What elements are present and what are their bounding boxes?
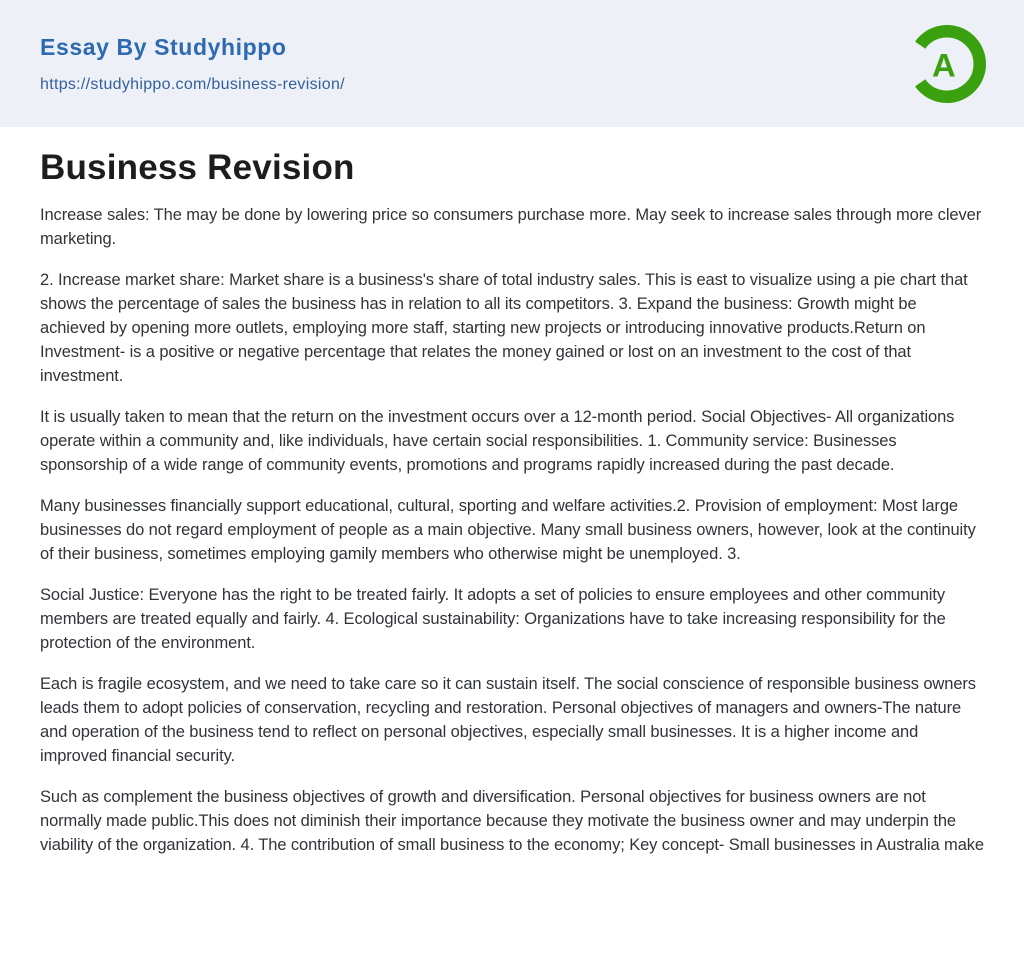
essay-paragraph: Such as complement the business objectives of growth and diversification. Personal objectives for business owners are not normally made public.This does not diminish their importance because they motivate the business owner and may underpin the viability of the organization. 4. The contribution of small business to the economy; Key concept- Small businesses in Australia make: [40, 788, 984, 854]
essay-body: [40, 203, 985, 857]
essay-paragraph: Social Justice: Everyone has the right to be treated fairly. It adopts a set of policies to ensure employees and other community members are treated equally and fairly. 4. Ecological sustainability: Organizations have to take increasing responsibility for the protection of the environment.: [40, 586, 946, 652]
page-header: [0, 0, 1024, 127]
page-title: Business Revision: [40, 148, 355, 187]
studyhippo-logo-icon: [908, 25, 986, 103]
essay-paragraph: Each is fragile ecosystem, and we need to take care so it can sustain itself. The social conscience of responsible business owners leads them to adopt policies of conservation, recycling and restoration. Personal objectives of managers and owners-The nature and operation of the business tend to reflect on personal objectives, especially small businesses. It is a higher income and improved financial security.: [40, 675, 976, 765]
site-label: Essay By Studyhippo: [40, 33, 287, 60]
essay-paragraph: 2. Increase market share: Market share is a business's share of total industry sales. This is east to visualize using a pie chart that shows the percentage of sales the business has in relation to all its competitors. 3. Expand the business: Growth might be achieved by opening more outlets, employing more staff, starting new projects or introducing innovative products.Return on Investment- is a positive or negative percentage that relates the money gained or lost on an investment to the cost of that investment.: [40, 271, 968, 385]
logo-letter: A: [932, 45, 956, 83]
essay-url-link[interactable]: https://studyhippo.com/business-revision/: [40, 75, 345, 93]
header-text-block: [40, 34, 345, 94]
essay-paragraph: Many businesses financially support educational, cultural, sporting and welfare activities.2. Provision of employment: Most large businesses do not regard employment of people as a main objective. Many small business owners, however, look at the continuity of their business, sometimes employing gamily members who otherwise might be unemployed. 3.: [40, 497, 976, 563]
essay-content: [0, 127, 1024, 857]
essay-paragraph: It is usually taken to mean that the return on the investment occurs over a 12-month period. Social Objectives- All organizations operate within a community and, like individuals, have certain social responsibilities. 1. Community service: Businesses sponsorship of a wide range of community events, promotions and programs rapidly increased during the past decade.: [40, 408, 955, 474]
essay-paragraph: Increase sales: The may be done by lowering price so consumers purchase more. May seek to increase sales through more clever marketing.: [40, 206, 982, 248]
